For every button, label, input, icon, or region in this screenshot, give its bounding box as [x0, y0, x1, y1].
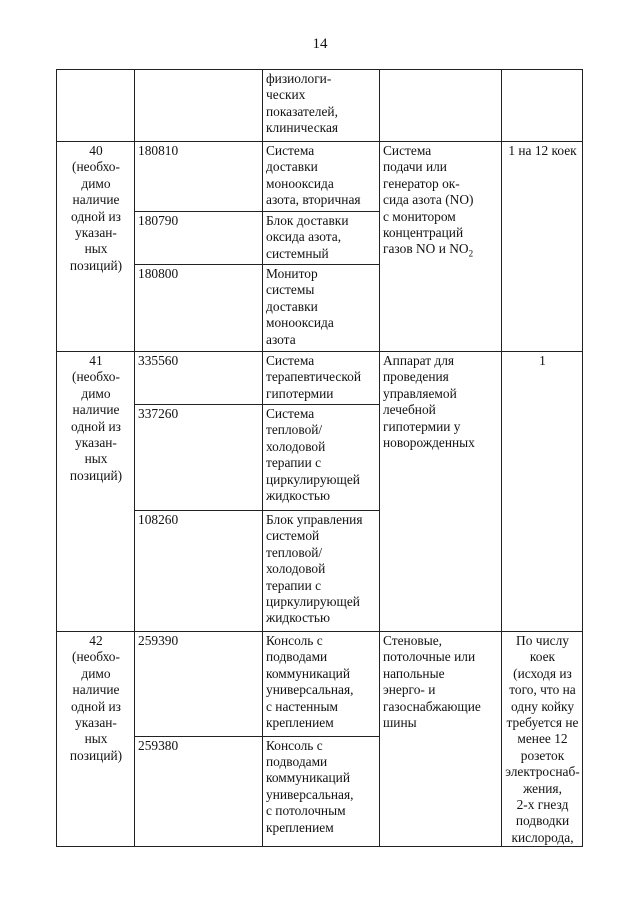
device-name-cell: [263, 212, 380, 265]
code-cell: [135, 70, 263, 142]
code-cell: [135, 511, 263, 632]
code-cell: [135, 142, 263, 212]
device-name-cell: [263, 632, 380, 737]
device-code: 180800: [138, 266, 179, 281]
code-cell: [135, 352, 263, 405]
device-name: Система тепловой/ холодовой терапии с циркулирующей жидкостью: [266, 406, 360, 504]
device-name-cell: [263, 142, 380, 212]
page-number: 14: [312, 36, 328, 52]
number-cell: [57, 70, 135, 142]
device-code: 108260: [138, 512, 179, 527]
device-name-cell: [263, 511, 380, 632]
position-number-cell: [57, 142, 135, 352]
device-code: 180810: [138, 143, 179, 158]
description-text: Система подачи или генератор ок- сида азота (NO) с монитором концентраций газов NO и NO: [383, 143, 474, 257]
device-name-cell: [263, 70, 380, 142]
table-row-carry-over: [57, 70, 583, 142]
required-quantity: По числу коек (исходя из того, что на одну койку требуется не менее 12 розеток электроснаб- жения, 2-х гнезд подводки кислорода,: [505, 633, 580, 845]
quantity-cell: [502, 632, 583, 847]
position-number: 41 (необхо- димо наличие одной из указан- ных позиций): [69, 353, 123, 483]
device-name: Система доставки монооксида азота, вторичная: [266, 143, 361, 208]
description-cell: [380, 70, 502, 142]
description-cell: [380, 632, 502, 847]
device-code: 180790: [138, 213, 179, 228]
position-number-cell: [57, 352, 135, 632]
equipment-description: Стеновые, потолочные или напольные энерго- и газоснабжающие шины: [383, 633, 481, 731]
table-row: [57, 632, 583, 737]
device-name: Монитор системы доставки монооксида азота: [266, 266, 334, 347]
device-name: Консоль с подводами коммуникаций универсальная, с потолочным креплением: [266, 737, 354, 835]
code-cell: [135, 632, 263, 737]
position-number-cell: [57, 632, 135, 847]
equipment-description: [383, 143, 499, 263]
quantity-cell: [502, 142, 583, 352]
required-quantity: 1: [539, 353, 546, 368]
code-cell: [135, 405, 263, 511]
quantity-cell: [502, 70, 583, 142]
device-code: 337260: [138, 406, 179, 421]
device-name: физиологи- ческих показателей, клиническая: [266, 71, 339, 136]
device-code: 335560: [138, 353, 179, 368]
table-row: [57, 352, 583, 405]
code-cell: [135, 212, 263, 265]
position-number: 40 (необхо- димо наличие одной из указан- ных позиций): [69, 143, 123, 273]
device-name-cell: [263, 265, 380, 352]
description-subscript: 2: [468, 249, 474, 260]
device-name: Блок доставки оксида азота, системный: [266, 213, 349, 261]
code-cell: [135, 265, 263, 352]
device-name-cell: [263, 736, 380, 847]
device-code: 259380: [138, 737, 179, 753]
device-code: 259390: [138, 633, 179, 648]
device-name: Блок управления системой тепловой/ холодовой терапии с циркулирующей жидкостью: [266, 512, 363, 626]
required-quantity: 1 на 12 коек: [508, 143, 577, 158]
quantity-cell: [502, 352, 583, 632]
device-name-cell: [263, 352, 380, 405]
device-name: Консоль с подводами коммуникаций универсальная, с настенным креплением: [266, 633, 354, 731]
table-row: [57, 142, 583, 212]
description-cell: [380, 352, 502, 632]
device-name-cell: [263, 405, 380, 511]
position-number: 42 (необхо- димо наличие одной из указан- ных позиций): [69, 633, 123, 763]
description-cell: [380, 142, 502, 352]
device-name: Система терапевтической гипотермии: [266, 353, 362, 401]
equipment-description: Аппарат для проведения управляемой лечебной гипотермии у новорожденных: [383, 353, 475, 451]
code-cell: [135, 736, 263, 847]
equipment-table: [56, 69, 583, 847]
